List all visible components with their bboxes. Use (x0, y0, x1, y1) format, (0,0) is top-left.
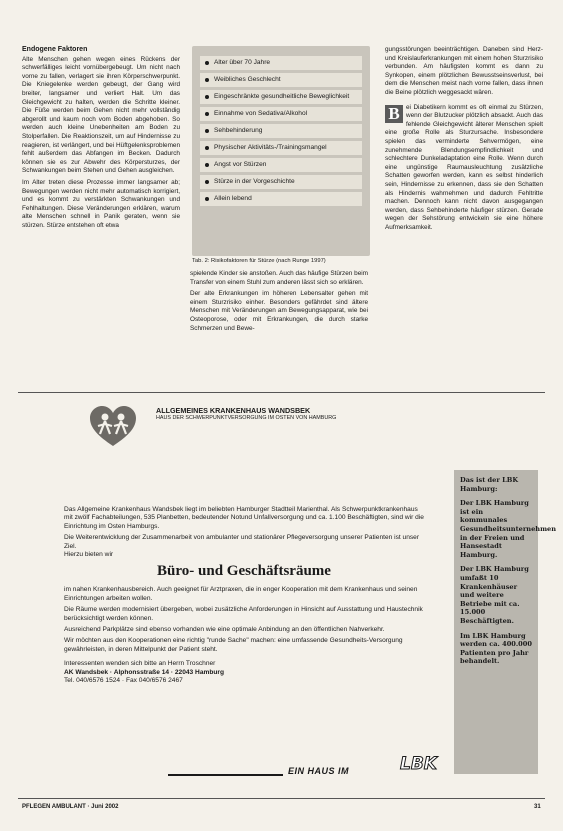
list-item: Weibliches Geschlecht (200, 73, 362, 87)
list-item: Alter über 70 Jahre (200, 56, 362, 70)
article-paragraph: Alte Menschen gehen wegen eines Rückens der schwerfälliges leicht vornübergebeugt. Um nicht nach vorne zu fallen, verlagert sie ihren Körperschwerpunkt. Die Kniegelenke werden gebeugt, der Gang wird breiter, langsamer und verliert Halt. Um das Gleichgewicht zu halten, werden die Schritte kleiner. Die Füße werden beim Gehen nicht mehr vollständig abgerollt und kaum noch vom Boden abgehoben. So werden auch kleine Unebenheiten am Boden zu Stolperfallen. Die Reaktionszeit, um auf Hindernisse zu reagieren, ist verlängert, und bei Hüftgelenksproblemen fehlt außerdem das Abfangen im Becken. Dadurch können sie es zur Abwehr des Körpersturzes, der Schwankungen beim Stehen und Gehen ausgleichen. (22, 55, 180, 175)
hospital-advertisement (18, 398, 557, 796)
article-paragraph: gungsstörungen beeinträchtigen. Daneben sind Herz- und Kreislauferkrankungen mit einem hohen Sturzrisiko verbunden. Am häufigsten kommt es dann zu Synkopen, einem plötzlichen Bewusstseinsverlust, bei dem die Menschen meist nach vorne fallen, dass ihnen die Beine plötzlich weggesackt wären. (385, 46, 543, 96)
sidebar-text: Der LBK Hamburg ist ein kommunales Gesundheitsunternehmen in der Freien und Hansestadt Hamburg. (460, 499, 557, 559)
article-column-left (22, 46, 180, 233)
org-subtitle: HAUS DER SCHWERPUNKTVERSORGUNG IM OSTEN VON HAMBURG (156, 415, 337, 421)
contact-block (64, 660, 424, 685)
slogan-line (168, 774, 283, 776)
list-item: Physischer Aktivitäts-/Trainingsmangel (200, 141, 362, 155)
divider (18, 392, 545, 393)
sidebar-text: Das ist der LBK Hamburg: (460, 476, 519, 493)
ad-detail: Wir möchten aus den Kooperationen eine richtig "runde Sache" machen: eine umfassende Gesundheits-Versorgung gewährleisten, in deren Mittelpunkt der Patient steht. (64, 637, 403, 653)
article-paragraph-dropcap (385, 104, 543, 233)
ad-detail: Ausreichend Parkplätze sind ebenso vorhanden wie eine optimale Anbindung an den öffentlichen Nahverkehr. (64, 626, 385, 634)
article-paragraph: spielende Kinder sie anstoßen. Auch das häufige Stürzen beim Transfer von einem Stuhl zum anderen lässt sich so erklären. (190, 270, 368, 286)
contact-address: AK Wandsbek · Alphonsstraße 14 · 22043 Hamburg (64, 668, 224, 676)
ad-detail: Die Räume werden modernisiert übergeben, wobei zusätzliche Anforderungen in Hinsicht auf Ausstattung und Haustechnik berücksichtigt werden können. (64, 606, 423, 622)
list-item: Eingeschränkte gesundheitliche Beweglichkeit (200, 90, 362, 104)
list-item: Einnahme von Sedativa/Alkohol (200, 107, 362, 121)
slogan: EIN HAUS IM (288, 766, 350, 776)
org-name: ALLGEMEINES KRANKENHAUS WANDSBEK (156, 406, 311, 415)
risk-factor-box (192, 46, 370, 256)
ad-headline: Büro- und Geschäftsräume (157, 563, 331, 580)
article-column-middle (190, 270, 368, 336)
ad-goal: Die Weiterentwicklung der Zusammenarbeit von ambulanter und stationärer Pflegeversorgung unserer Patienten ist unser Ziel. (64, 534, 420, 550)
ad-body (64, 506, 424, 686)
list-item: Allein lebend (200, 192, 362, 206)
article-subhead: Endogene Faktoren (22, 46, 88, 53)
list-item: Angst vor Stürzen (200, 158, 362, 172)
article-column-right (385, 46, 543, 235)
list-item: Stürze in der Vorgeschichte (200, 175, 362, 189)
footer-publication: PFLEGEN AMBULANT · Juni 2002 (22, 804, 119, 810)
article-paragraph: Im Alter treten diese Prozesse immer langsamer ab; Bewegungen werden nicht mehr automatisch korrigiert, und es kommt zu verstärkten Schwankungen und Fehlhaltungen. Diese Veränderungen erklären, warum alte Menschen schnell in Panik geraten, wenn sie stürzen. Stürze entstehen oft etwa (22, 178, 180, 229)
divider (18, 798, 545, 799)
dropcap-letter: B (385, 105, 403, 123)
lbk-logo: LBK (400, 754, 437, 774)
list-item: Sehbehinderung (200, 124, 362, 138)
sidebar-text: Der LBK Hamburg umfaßt 10 Krankenhäuser und weitere Betriebe mit ca. 15.000 Beschäftigten. (460, 565, 529, 625)
sidebar-text: Im LBK Hamburg werden ca. 400.000 Patienten pro Jahr behandelt. (460, 631, 532, 666)
ad-offer-intro: Hierzu bieten wir (64, 551, 114, 559)
ad-detail: im nahen Krankenhausbereich. Auch geeignet für Arztpraxen, die in enger Kooperation mit dem Krankenhaus und seinen Einrichtungen arbeiten wollen. (64, 586, 418, 602)
table-caption: Tab. 2: Risikofaktoren für Stürze (nach Runge 1997) (192, 258, 326, 264)
lbk-info-sidebar (454, 470, 557, 774)
dropcap-paragraph-text: ei Diabetikern kommt es oft einmal zu Stürzen, wenn der Blutzucker plötzlich absackt. Auch das fehlende Gleichgewicht älterer Menschen spielt eine große Rolle als Sturzursache. Insbesondere spielen das verminderte Sehvermögen, eine zunehmende Blendungsempfindlichkeit und schlechtere Dunkeladaptation eine Rolle. Wenn durch eine ungünstige Raumausleuchtung zusätzliche Schatten geworfen werden, kann es selbst hinderlich sein, Hindernisse zu erkennen, dass sie den Schatten als Hindernis wahrnehmen und dadurch Fehltritte machen. Dennoch kann nicht davon ausgegangen werden, dass Sehbehinderte häufiger stürzen. Gerade wegen der Sehstörung entwickeln sie eine höhere Aufmerksamkeit. (385, 103, 543, 231)
page-number: 31 (534, 804, 541, 810)
hospital-logo-icon (88, 404, 138, 448)
contact-phone: Tel. 040/6576 1524 · Fax 040/6576 2467 (64, 677, 183, 685)
risk-factor-list (192, 46, 370, 206)
article-paragraph: Der alte Erkrankungen im höheren Lebensalter gehen mit einem Sturzrisiko einher. Besonders gefährdet sind ältere Menschen mit Veränderungen am Bewegungsapparat, wie bei Osteoporose, oder mit Erkrankungen, die durch starke Schmerzen und Bewe- (190, 290, 368, 332)
contact-intro: Interessenten wenden sich bitte an Herrn Troschner (64, 660, 216, 668)
ad-intro: Das Allgemeine Krankenhaus Wandsbek liegt im beliebten Hamburger Stadtteil Marienthal. Als Schwerpunktkrankenhaus mit zwölf Fachabteilungen, 535 Planbetten, bedeutender Notund Unfallversorgung und ca. 1.100 Beschäftigten, sind wir die Einrichtung im Osten Hamburgs. (64, 506, 424, 530)
